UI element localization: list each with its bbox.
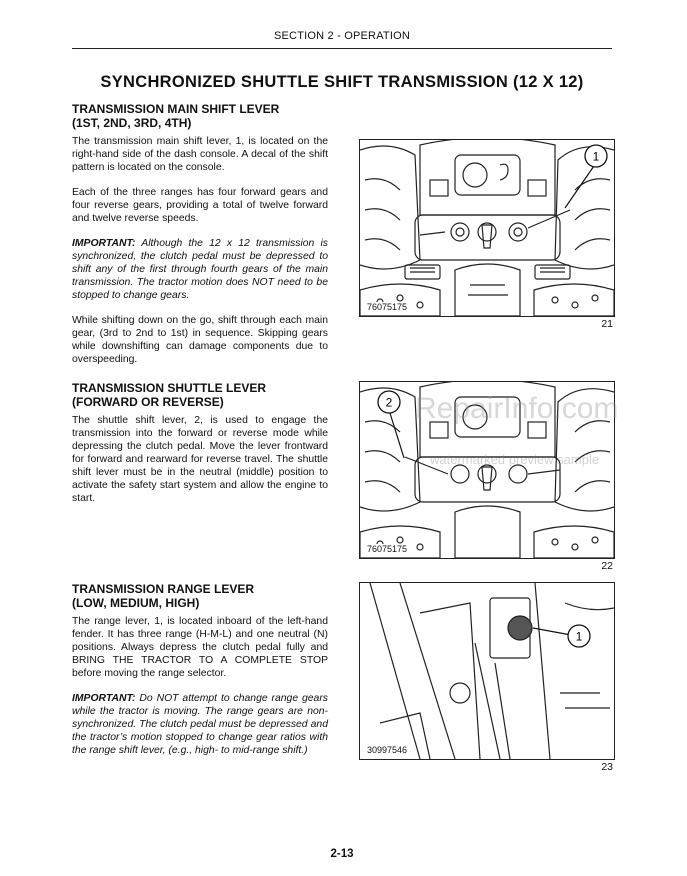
range-lever-illustration (360, 583, 614, 759)
heading-line-2: (LOW, MEDIUM, HIGH) (72, 596, 200, 610)
page-number: 2-13 (330, 848, 354, 860)
callout-label: 1 (575, 629, 583, 644)
heading-line-2: (FORWARD OR REVERSE) (72, 395, 224, 409)
section-main-shift-lever (72, 102, 328, 378)
figure-code: 76075175 (367, 302, 408, 312)
section-heading (72, 102, 328, 130)
section-range-lever (72, 582, 328, 769)
watermark-logo: RepairInfo.com (415, 392, 619, 425)
section-shuttle-lever (72, 381, 328, 517)
callout-label: 1 (592, 149, 600, 164)
heading-line-2: (1ST, 2ND, 3RD, 4TH) (72, 116, 192, 130)
paragraph: Each of the three ranges has four forward gears and four reverse gears, providing a total of twelve forward and twelve reverse speeds. (72, 187, 328, 224)
dash-console-illustration (360, 140, 614, 316)
important-text: Do NOT attempt to change range gears while the tractor is moving. The range gears are non-synchronized. The clutch pedal must be depressed and the tractor’s motion stopped to change gear ratios with the range shift lever, (e.g., high- to mid-range shift.) (72, 693, 328, 756)
callout-label: 2 (385, 395, 393, 410)
important-text: Although the 12 x 12 transmission is synchronized, the clutch pedal must be depressed to shift any of the first through fourth gears of the main transmission. The tractor motion does NOT need to be stopped to change gears. (72, 238, 328, 301)
important-label: IMPORTANT: (72, 693, 136, 704)
paragraph: The range lever, 1, is located inboard of the left-hand fender. It has three range (H-M-L) and one neutral (N) positions. Always depress the clutch pedal fully and BRING THE TRACTOR TO A COMPLETE STOP before moving the range selector. (72, 616, 328, 679)
important-note (72, 237, 328, 302)
figure-21-dash-console (359, 139, 615, 317)
heading-line-1: TRANSMISSION RANGE LEVER (72, 582, 255, 596)
figure-22-shuttle-lever (359, 381, 615, 559)
heading-line-1: TRANSMISSION SHUTTLE LEVER (72, 381, 267, 395)
paragraph: The shuttle shift lever, 2, is used to engage the transmission into the forward or reverse mode while depressing the clutch pedal. Move the lever frontward for forward and rearward for reverse travel. The shuttle shift lever must be in the neutral (middle) position to activate the safety start system and allow the engine to start. (72, 415, 328, 504)
figure-23-range-lever (359, 582, 615, 760)
header-rule (72, 48, 612, 49)
important-note (72, 692, 328, 757)
figure-code: 76075175 (367, 544, 408, 554)
section-header: SECTION 2 - OPERATION (273, 30, 410, 42)
shuttle-lever-illustration (360, 382, 614, 558)
figure-number: 21 (601, 318, 613, 330)
watermark-caption: watermarked preview sample (430, 452, 600, 467)
section-heading (72, 381, 328, 409)
page-title: SYNCHRONIZED SHUTTLE SHIFT TRANSMISSION (12 X 12) (100, 73, 584, 91)
figure-code: 30997546 (367, 745, 408, 755)
figure-number: 22 (601, 560, 613, 572)
section-heading (72, 582, 328, 610)
important-label: IMPORTANT: (72, 238, 136, 249)
paragraph: While shifting down on the go, shift through each main gear, (3rd to 2nd to 1st) in sequence. Skipping gears while downshifting can damage components due to overspeeding. (72, 315, 328, 365)
heading-line-1: TRANSMISSION MAIN SHIFT LEVER (72, 102, 280, 116)
figure-number: 23 (601, 761, 613, 773)
paragraph: The transmission main shift lever, 1, is located on the right-hand side of the dash console. A decal of the shift pattern is located on the console. (72, 136, 328, 173)
